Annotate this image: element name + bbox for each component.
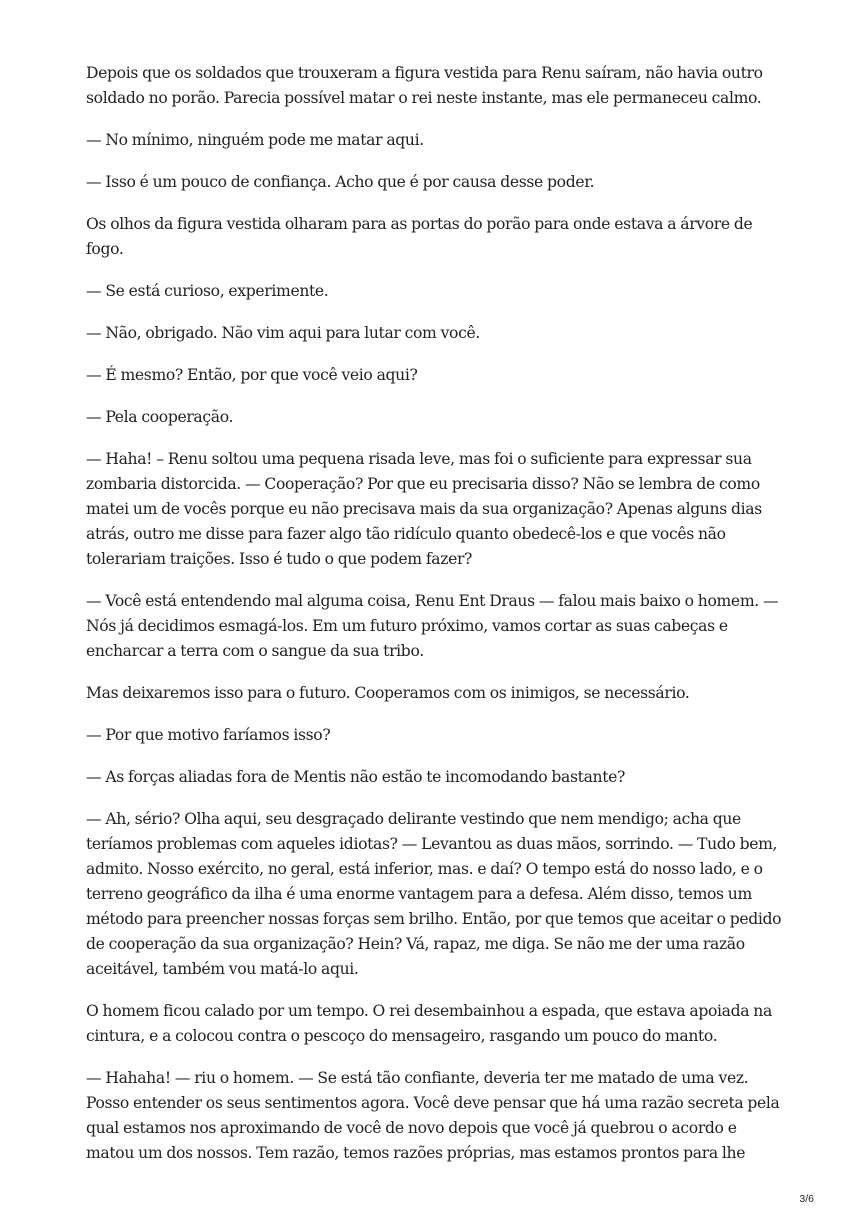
page-number: 3/6: [799, 1193, 814, 1205]
paragraph: — É mesmo? Então, por que você veio aqui?: [86, 366, 418, 384]
document-body: [86, 61, 786, 1183]
paragraph: — Ah, sério? Olha aqui, seu desgraçado delirante vestindo que nem mendigo; acha que teríamos problemas com aqueles idiotas? — Levantou as duas mãos, sorrindo. — Tudo bem, admito. Nosso exército, no geral, está inferior, mas. e daí? O tempo está do nosso lado, e o terreno geográfico da ilha é uma enorme vantagem para a defesa. Além disso, temos um método para preencher nossas forças sem brilho. Então, por que temos que aceitar o pedido de cooperação da sua organização? Hein? Vá, rapaz, me diga. Se não me der uma razão aceitável, também vou matá-lo aqui.: [86, 810, 782, 978]
paragraph: Depois que os soldados que trouxeram a figura vestida para Renu saíram, não havia outro soldado no porão. Parecia possível matar o rei neste instante, mas ele permaneceu calmo.: [86, 64, 763, 107]
paragraph: — Não, obrigado. Não vim aqui para lutar com você.: [86, 324, 480, 342]
paragraph: — Se está curioso, experimente.: [86, 282, 329, 300]
paragraph: — As forças aliadas fora de Mentis não estão te incomodando bastante?: [86, 768, 626, 786]
paragraph: — Isso é um pouco de confiança. Acho que é por causa desse poder.: [86, 173, 595, 191]
paragraph: — Você está entendendo mal alguma coisa, Renu Ent Draus — falou mais baixo o homem. — Nós já decidimos esmagá-los. Em um futuro próximo, vamos cortar as suas cabeças e encharcar a terra com o sangue da sua tribo.: [86, 592, 779, 660]
paragraph: — Pela cooperação.: [86, 408, 234, 426]
paragraph: O homem ficou calado por um tempo. O rei desembainhou a espada, que estava apoiada na cintura, e a colocou contra o pescoço do mensageiro, rasgando um pouco do manto.: [86, 1002, 772, 1045]
paragraph: — Hahaha! — riu o homem. — Se está tão confiante, deveria ter me matado de uma vez. Posso entender os seus sentimentos agora. Você deve pensar que há uma razão secreta pela qual estamos nos aproximando de você de novo depois que você já quebrou o acordo e matou um dos nossos. Tem razão, temos razões próprias, mas estamos prontos para lhe: [86, 1069, 780, 1162]
paragraph: Mas deixaremos isso para o futuro. Cooperamos com os inimigos, se necessário.: [86, 684, 690, 702]
paragraph: Os olhos da figura vestida olharam para as portas do porão para onde estava a árvore de fogo.: [86, 215, 753, 258]
paragraph: — Haha! – Renu soltou uma pequena risada leve, mas foi o suficiente para expressar sua zombaria distorcida. — Cooperação? Por que eu precisaria disso? Não se lembra de como matei um de vocês porque eu não precisava mais da sua organização? Apenas alguns dias atrás, outro me disse para fazer algo tão ridículo quanto obedecê-los e que vocês não tolerariam traições. Isso é tudo o que podem fazer?: [86, 450, 762, 568]
paragraph: — No mínimo, ninguém pode me matar aqui.: [86, 131, 424, 149]
paragraph: — Por que motivo faríamos isso?: [86, 726, 331, 744]
